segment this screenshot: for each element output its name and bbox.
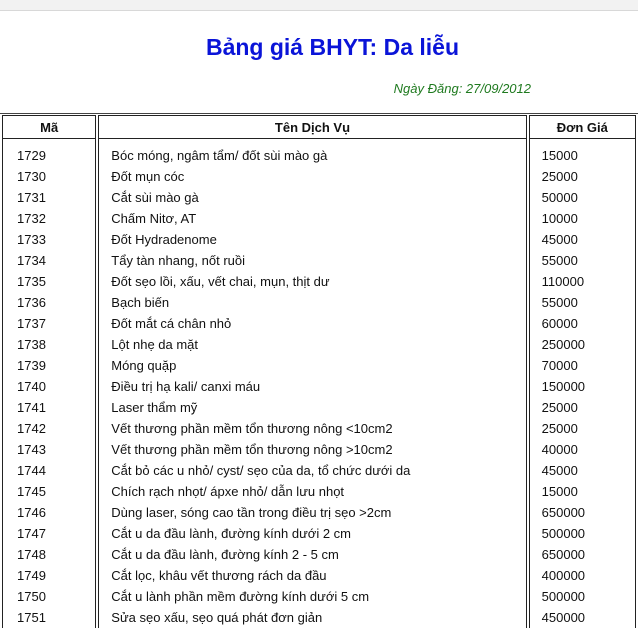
table-row: [2, 397, 636, 418]
table-row: [2, 607, 636, 628]
code-cell: 1738: [2, 334, 96, 355]
table-row: [2, 565, 636, 586]
column-header-service-name: Tên Dịch Vụ: [98, 115, 526, 139]
code-cell: 1736: [2, 292, 96, 313]
price-cell: 250000: [529, 334, 636, 355]
table-row: [2, 502, 636, 523]
price-table: [0, 115, 638, 628]
service-name-cell: Dùng laser, sóng cao tần trong điều trị sẹo >2cm: [98, 502, 526, 523]
table-row: [2, 250, 636, 271]
code-cell: 1733: [2, 229, 96, 250]
price-cell: 60000: [529, 313, 636, 334]
code-cell: 1741: [2, 397, 96, 418]
service-name-cell: Cắt u lành phần mềm đường kính dưới 5 cm: [98, 586, 526, 607]
price-cell: 110000: [529, 271, 636, 292]
service-name-cell: Đốt mắt cá chân nhỏ: [98, 313, 526, 334]
table-row: [2, 355, 636, 376]
service-name-cell: Móng quặp: [98, 355, 526, 376]
service-name-cell: Cắt bỏ các u nhỏ/ cyst/ sẹo của da, tổ chức dưới da: [98, 460, 526, 481]
price-cell: 500000: [529, 586, 636, 607]
price-cell: 40000: [529, 439, 636, 460]
price-cell: 25000: [529, 418, 636, 439]
service-name-cell: Cắt u da đầu lành, đường kính 2 - 5 cm: [98, 544, 526, 565]
table-row: [2, 334, 636, 355]
table-row: [2, 460, 636, 481]
code-cell: 1744: [2, 460, 96, 481]
price-cell: 500000: [529, 523, 636, 544]
code-cell: 1745: [2, 481, 96, 502]
header-separator: [0, 113, 638, 114]
page-title: Bảng giá BHYT: Da liễu: [205, 34, 460, 60]
table-row: [2, 439, 636, 460]
code-cell: 1731: [2, 187, 96, 208]
table-row: [2, 586, 636, 607]
price-cell: 150000: [529, 376, 636, 397]
price-cell: 45000: [529, 460, 636, 481]
table-row: [2, 481, 636, 502]
table-row: [2, 271, 636, 292]
code-cell: 1742: [2, 418, 96, 439]
price-cell: 70000: [529, 355, 636, 376]
code-cell: 1734: [2, 250, 96, 271]
column-header-code: Mã: [2, 115, 96, 139]
service-name-cell: Điều trị hạ kali/ canxi máu: [98, 376, 526, 397]
price-cell: 15000: [529, 481, 636, 502]
code-cell: 1739: [2, 355, 96, 376]
code-cell: 1737: [2, 313, 96, 334]
table-row: [2, 313, 636, 334]
table-row: [2, 166, 636, 187]
service-name-cell: Đốt mụn cóc: [98, 166, 526, 187]
price-cell: 450000: [529, 607, 636, 628]
table-row: [2, 208, 636, 229]
code-cell: 1751: [2, 607, 96, 628]
service-name-cell: Đốt Hydradenome: [98, 229, 526, 250]
service-name-cell: Tẩy tàn nhang, nốt ruồi: [98, 250, 526, 271]
price-cell: 50000: [529, 187, 636, 208]
price-cell: 650000: [529, 502, 636, 523]
code-cell: 1748: [2, 544, 96, 565]
service-name-cell: Chích rạch nhọt/ ápxe nhỏ/ dẫn lưu nhọt: [98, 481, 526, 502]
table-header-row: [2, 115, 636, 139]
table-row: [2, 229, 636, 250]
price-cell: 400000: [529, 565, 636, 586]
price-cell: 10000: [529, 208, 636, 229]
service-name-cell: Vết thương phần mềm tổn thương nông <10cm2: [98, 418, 526, 439]
price-cell: 25000: [529, 397, 636, 418]
table-row: [2, 187, 636, 208]
code-cell: 1750: [2, 586, 96, 607]
code-cell: 1747: [2, 523, 96, 544]
price-cell: 15000: [529, 145, 636, 166]
code-cell: 1730: [2, 166, 96, 187]
browser-top-bar: [0, 0, 638, 11]
price-cell: 25000: [529, 166, 636, 187]
table-row: [2, 523, 636, 544]
table-row: [2, 544, 636, 565]
price-cell: 45000: [529, 229, 636, 250]
service-name-cell: Cắt u da đầu lành, đường kính dưới 2 cm: [98, 523, 526, 544]
service-name-cell: Cắt sùi mào gà: [98, 187, 526, 208]
service-name-cell: Đốt sẹo lồi, xấu, vết chai, mụn, thịt dư: [98, 271, 526, 292]
code-cell: 1743: [2, 439, 96, 460]
service-name-cell: Lột nhẹ da mặt: [98, 334, 526, 355]
service-name-cell: Vết thương phần mềm tổn thương nông >10cm2: [98, 439, 526, 460]
service-name-cell: Cắt lọc, khâu vết thương rách da đầu: [98, 565, 526, 586]
service-name-cell: Chấm Nitơ, AT: [98, 208, 526, 229]
price-cell: 650000: [529, 544, 636, 565]
table-row: [2, 292, 636, 313]
code-cell: 1735: [2, 271, 96, 292]
column-header-price: Đơn Giá: [529, 115, 636, 139]
table-row: [2, 418, 636, 439]
service-name-cell: Laser thẩm mỹ: [98, 397, 526, 418]
service-name-cell: Sửa sẹo xấu, sẹo quá phát đơn giản: [98, 607, 526, 628]
code-cell: 1732: [2, 208, 96, 229]
table-body: [2, 139, 636, 628]
code-cell: 1740: [2, 376, 96, 397]
table-row: [2, 145, 636, 166]
post-date: Ngày Đăng: 27/09/2012: [393, 81, 531, 96]
table-row: [2, 376, 636, 397]
price-cell: 55000: [529, 250, 636, 271]
code-cell: 1749: [2, 565, 96, 586]
service-name-cell: Bóc móng, ngâm tẩm/ đốt sùi mào gà: [98, 145, 526, 166]
service-name-cell: Bạch biến: [98, 292, 526, 313]
price-cell: 55000: [529, 292, 636, 313]
code-cell: 1729: [2, 145, 96, 166]
code-cell: 1746: [2, 502, 96, 523]
